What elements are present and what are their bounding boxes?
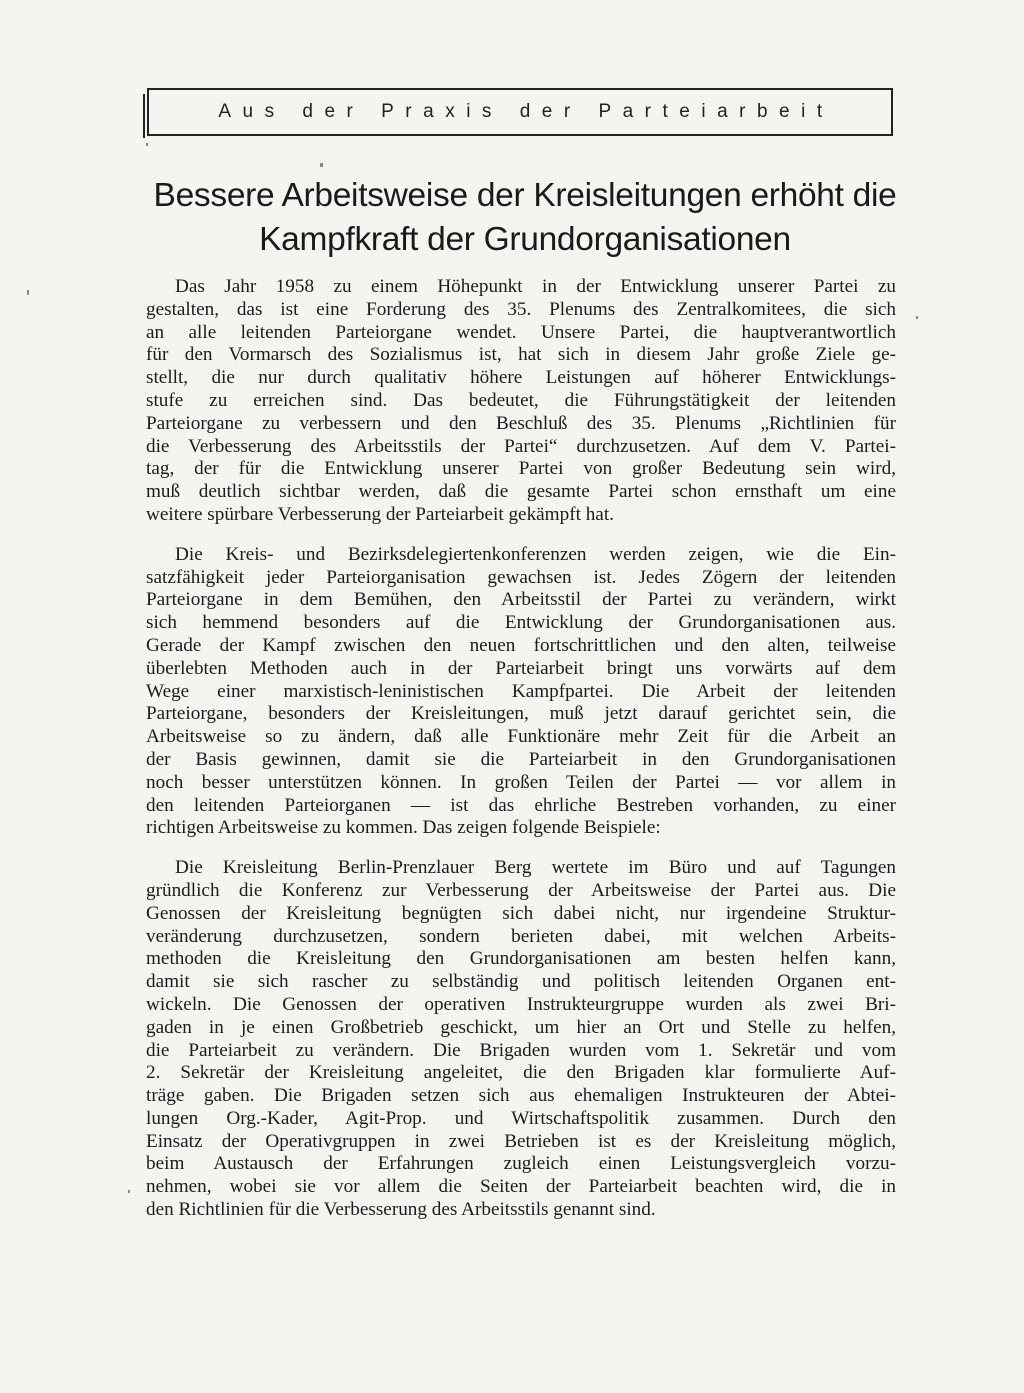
article-body	[146, 276, 896, 1239]
text-line: methoden die Kreisleitung den Grundorganisationen am besten helfen kann,	[146, 948, 896, 970]
text-line: gaden in je einen Großbetrieb geschickt, um hier an Ort und Stelle zu helfen,	[146, 1016, 896, 1038]
text-line: Die Kreisleitung Berlin-Prenzlauer Berg wertete im Büro und auf Tagungen	[175, 857, 896, 879]
text-line: damit sie sich rascher zu selbständig und politisch leitenden Organen ent-	[146, 971, 896, 993]
paragraph-2	[146, 544, 896, 840]
paragraph-1	[146, 276, 896, 527]
text-line: gründlich die Konferenz zur Verbesserung der Arbeitsweise der Partei aus. Die	[146, 879, 896, 901]
text-line: gestalten, das ist eine Forderung des 35. Plenums des Zentralkomitees, die sich	[146, 298, 896, 320]
text-line: den Richtlinien für die Verbesserung des Arbeitsstils genannt sind.	[146, 1199, 656, 1221]
text-line: stellt, die nur durch qualitativ höhere Leistungen auf höherer Entwicklungs-	[146, 367, 896, 389]
text-line: stufe zu erreichen sind. Das bedeutet, die Führungstätigkeit der leitenden	[146, 389, 896, 411]
text-line: richtigen Arbeitsweise zu kommen. Das zeigen folgende Beispiele:	[146, 817, 661, 839]
text-line: nehmen, wobei sie vor allem die Seiten der Parteiarbeit beachten wird, die in	[146, 1176, 896, 1198]
text-line: Parteiorgane in dem Bemühen, den Arbeitsstil der Partei zu verändern, wirkt	[146, 589, 896, 611]
text-line: weitere spürbare Verbesserung der Parteiarbeit gekämpft hat.	[146, 503, 614, 525]
text-line: Die Kreis- und Bezirksdelegiertenkonferenzen werden zeigen, wie die Ein-	[175, 543, 896, 565]
text-line: für den Vormarsch des Sozialismus ist, hat sich in diesem Jahr große Ziele ge-	[146, 344, 896, 366]
text-line: noch besser unterstützen können. In großen Teilen der Partei — vor allem in	[146, 771, 896, 793]
text-line: beim Austausch der Erfahrungen zugleich einen Leistungsvergleich vorzu-	[146, 1153, 896, 1175]
text-line: Arbeitsweise so zu ändern, daß alle Funktionäre mehr Zeit für die Arbeit an	[146, 726, 896, 748]
text-line: Parteiorgane zu verbessern und den Beschluß des 35. Plenums „Richtlinien für	[146, 412, 896, 434]
text-line: satzfähigkeit jeder Parteiorganisation gewachsen ist. Jedes Zögern der leitenden	[146, 566, 896, 588]
section-title: Aus der Praxis der Parteiarbeit	[218, 101, 834, 122]
text-line: den leitenden Parteiorganen — ist das ehrliche Bestreben vorhanden, zu einer	[146, 794, 896, 816]
scan-speck	[27, 290, 29, 295]
text-line: träge gaben. Die Brigaden setzen sich aus ehemaligen Instrukteuren der Abtei-	[146, 1085, 896, 1107]
text-line: der Basis gewinnen, damit sie die Parteiarbeit in den Grundorganisationen	[146, 748, 896, 770]
text-line: überlebten Methoden auch in der Parteiarbeit bringt uns vorwärts auf dem	[146, 657, 896, 679]
text-line: Gerade der Kampf zwischen den neuen fortschrittlichen und den alten, teilweise	[146, 634, 896, 656]
section-header-box	[147, 88, 893, 136]
article-title	[140, 174, 910, 262]
scan-speck	[128, 1190, 130, 1193]
text-line: 2. Sekretär der Kreisleitung angeleitet, die den Brigaden klar formulierte Auf-	[146, 1062, 896, 1084]
article-title-line: Kampfkraft der Grundorganisationen	[259, 221, 791, 258]
article-title-line: Bessere Arbeitsweise der Kreisleitungen erhöht die	[153, 177, 897, 214]
text-line: Das Jahr 1958 zu einem Höhepunkt in der Entwicklung unserer Partei zu	[175, 276, 896, 297]
text-line: die Parteiarbeit zu verändern. Die Brigaden wurden vom 1. Sekretär und vom	[146, 1039, 896, 1061]
text-line: Wege einer marxistisch-leninistischen Kampfpartei. Die Arbeit der leitenden	[146, 680, 896, 702]
text-line: Parteiorgane, besonders der Kreisleitungen, muß jetzt darauf gerichtet sein, die	[146, 703, 896, 725]
text-line: Einsatz der Operativgruppen in zwei Betrieben ist es der Kreisleitung möglich,	[146, 1130, 896, 1152]
text-line: an alle leitenden Parteiorgane wendet. Unsere Partei, die hauptverantwortlich	[146, 321, 896, 343]
text-line: lungen Org.-Kader, Agit-Prop. und Wirtschaftspolitik zusammen. Durch den	[146, 1107, 896, 1129]
scan-speck	[146, 143, 148, 146]
text-line: muß deutlich sichtbar werden, daß die gesamte Partei schon ernsthaft um eine	[146, 481, 896, 503]
paragraph-3	[146, 857, 896, 1222]
text-line: wickeln. Die Genossen der operativen Instrukteurgruppe wurden als zwei Bri-	[146, 993, 896, 1015]
text-line: die Verbesserung des Arbeitsstils der Partei“ durchzusetzen. Auf dem V. Partei-	[146, 435, 896, 457]
text-line: veränderung durchzusetzen, sondern berieten dabei, mit welchen Arbeits-	[146, 925, 896, 947]
text-line: sich hemmend besonders auf die Entwicklung der Grundorganisationen aus.	[146, 612, 896, 634]
scan-speck	[320, 163, 323, 167]
text-line: tag, der für die Entwicklung unserer Partei von großer Bedeutung sein wird,	[146, 458, 896, 480]
text-line: Genossen der Kreisleitung begnügten sich dabei nicht, nur irgendeine Struktur-	[146, 902, 896, 924]
scan-speck	[916, 316, 918, 319]
